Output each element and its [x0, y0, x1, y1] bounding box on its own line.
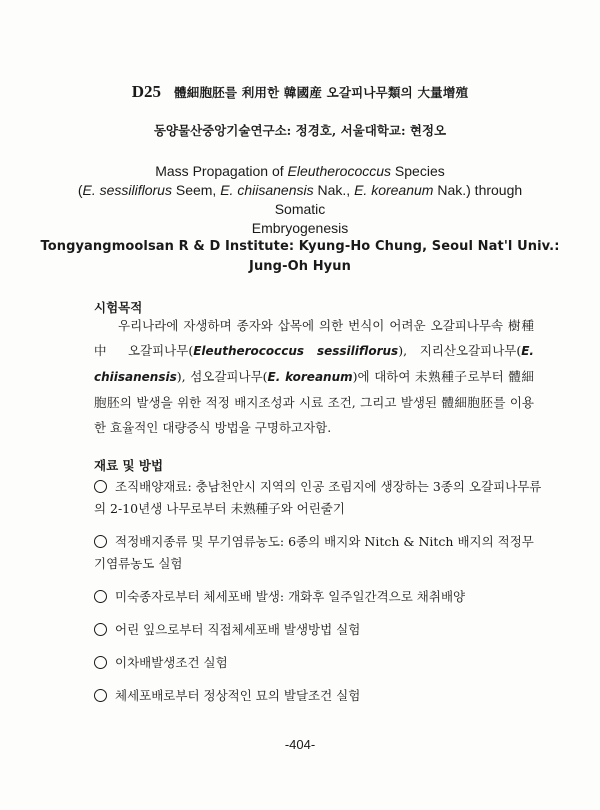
list-item: 적정배지종류 및 무기염류농도: 6종의 배지와 Nitch & Nitch 배지의 적정무기염류농도 실험 [94, 534, 534, 571]
circle-bullet-icon [94, 623, 107, 636]
abstract-code: D25 [131, 82, 161, 101]
korean-title-row [0, 82, 600, 102]
english-title-line3: Embryogenesis [251, 220, 349, 236]
english-title-line2: (E. sessiliflorus Seem, E. chiisanensis Nak., E. koreanum Nak.) through Somatic [77, 182, 523, 217]
list-item: 체세포배로부터 정상적인 묘의 발달조건 실험 [94, 685, 544, 707]
circle-bullet-icon [94, 689, 107, 702]
list-item: 미숙종자로부터 체세포배 발생: 개화후 일주일간격으로 채취배양 [94, 586, 544, 608]
english-title [60, 162, 540, 238]
methods-heading: 재료 및 방법 [94, 458, 164, 473]
purpose-heading: 시험목적 [94, 300, 143, 315]
list-item: 어린 잎으로부터 직접체세포배 발생방법 실험 [94, 619, 544, 641]
circle-bullet-icon [94, 590, 107, 603]
list-item: 이차배발생조건 실험 [94, 652, 544, 674]
korean-title: 體細胞胚를 利用한 韓國産 오갈피나무類의 大量增殖 [174, 85, 469, 100]
list-item: 조직배양재료: 충남천안시 지역의 인공 조림지에 생장하는 3종의 오갈피나무류의 2-10년생 나무로부터 未熟種子와 어린줄기 [94, 479, 542, 516]
purpose-paragraph: 우리나라에 자생하며 종자와 삽목에 의한 번식이 어려운 오갈피나무속 樹種 中 오갈피나무(Eleutherococcus sessiliflorus), 지리산오갈피나무(E. chiisanensis), 섬오갈피나무(E. koreanum)에 대하여 未熟種子로부터 體細胞胚의 발생을 위한 적정 배지조성과 시료 조건, 그리고 발생된 體細胞胚를 이용한 효율적인 대량증식 방법을 구명하고자함. [94, 318, 534, 435]
circle-bullet-icon [94, 535, 107, 548]
korean-affiliation: 동양물산중앙기술연구소: 정경호, 서울대학교: 현정오 [153, 123, 447, 138]
page-number: -404- [284, 737, 316, 752]
english-affiliation: Tongyangmoolsan R & D Institute: Kyung-Ho Chung, Seoul Nat'l Univ.: Jung-Oh Hyun [40, 239, 560, 274]
circle-bullet-icon [94, 656, 107, 669]
methods-list [94, 476, 544, 718]
english-title-line1: Mass Propagation of Eleutherococcus Species [155, 163, 445, 179]
circle-bullet-icon [94, 480, 107, 493]
